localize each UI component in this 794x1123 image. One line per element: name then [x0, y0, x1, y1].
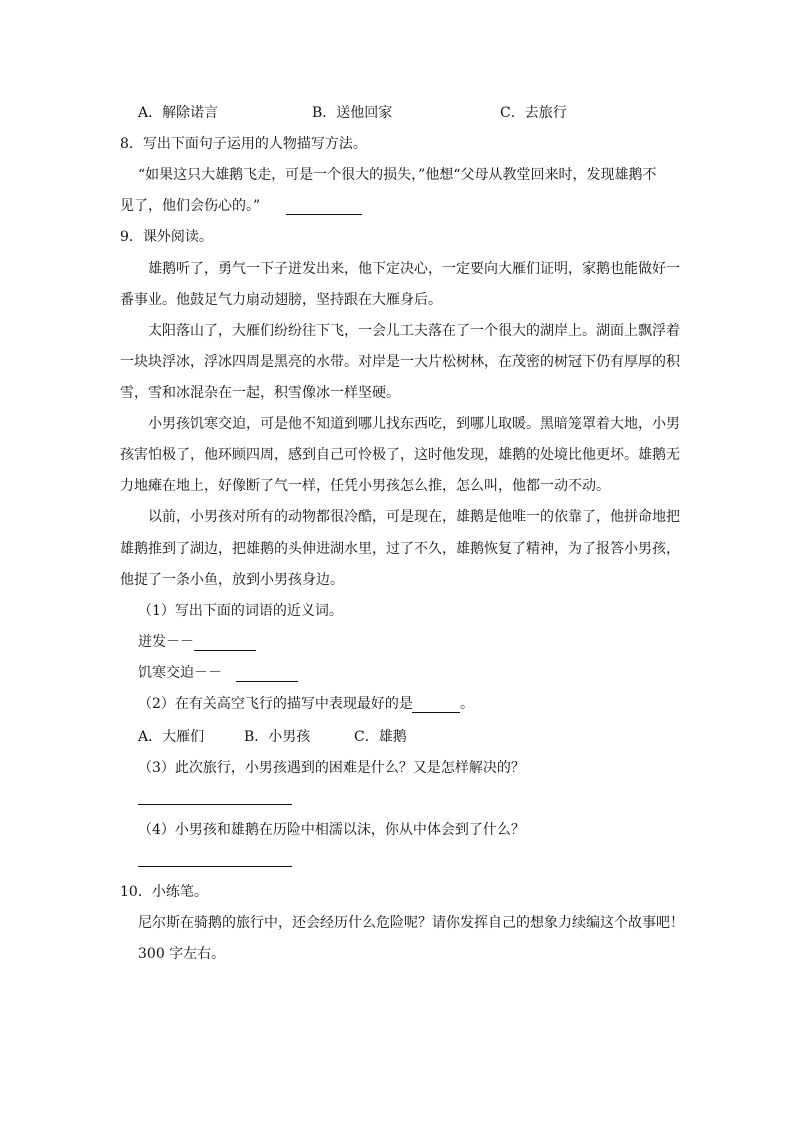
q9-sub3-answer-line[interactable] — [138, 804, 292, 805]
q9-word1-blank[interactable] — [194, 650, 256, 651]
q10-prompt-line-2: 300 字左右。 — [138, 946, 226, 962]
q9-title: 9．课外阅读。 — [120, 229, 213, 245]
passage-line: 一块块浮冰，浮冰四周是黑亮的水带。对岸是一大片松树林，在茂密的树冠下仍有厚厚的积 — [120, 354, 680, 370]
passage-line: 雪，雪和冰混杂在一起，积雪像冰一样坚硬。 — [120, 385, 400, 401]
passage-line: 力地瘫在地上，好像断了气一样，任凭小男孩怎么推，怎么叫，他都一动不动。 — [120, 478, 610, 494]
q7-option-c: C．去旅行 — [500, 105, 567, 121]
q9-sub2: （2）在有关高空飞行的描写中表现最好的是 — [138, 696, 413, 712]
passage-line: 以前，小男孩对所有的动物都很冷酷，可是现在，雄鹅是他唯一的依靠了，他拼命地把 — [148, 509, 680, 525]
passage-line: 番事业。他鼓足气力扇动翅膀，坚持跟在大雁身后。 — [120, 292, 442, 308]
q8-answer-blank[interactable] — [286, 214, 362, 215]
q9-word1: 迸发－－ — [138, 634, 194, 650]
q9-sub2-option-b: B．小男孩 — [244, 729, 311, 745]
passage-line: 他捉了一条小鱼，放到小男孩身边。 — [120, 572, 344, 588]
passage-line: 孩害怕极了，他环顾四周，感到自己可怜极了，这时他发现，雄鹅的处境比他更坏。雄鹅无 — [120, 447, 680, 463]
q9-word2: 饥寒交迫－－ — [138, 665, 222, 681]
q9-sub1: （1）写出下面的词语的近义词。 — [138, 603, 343, 619]
passage-line: 小男孩饥寒交迫，可是他不知道到哪儿找东西吃，到哪儿取暖。黑暗笼罩着大地，小男 — [148, 416, 680, 432]
q8-quote-line-1: “如果这只大雄鹅飞走，可是一个很大的损失，”他想“父母从教堂回来时，发现雄鹅不 — [138, 167, 657, 183]
q7-option-a: A．解除诺言 — [138, 105, 219, 121]
q9-sub4: （4）小男孩和雄鹅在历险中相濡以沫，你从中体会到了什么？ — [138, 822, 525, 838]
passage-line: 雄鹅推到了湖边，把雄鹅的头伸进湖水里，过了不久，雄鹅恢复了精神，为了报答小男孩， — [120, 541, 680, 557]
q7-option-b: B．送他回家 — [312, 105, 393, 121]
q9-sub4-answer-line[interactable] — [138, 866, 292, 867]
passage-line: 雄鹅听了，勇气一下子迸发出来，他下定决心，一定要向大雁们证明，家鹅也能做好一 — [148, 261, 680, 277]
q8-quote-line-2: 见了，他们会伤心的。” — [120, 198, 261, 214]
q10-title: 10．小练笔。 — [120, 884, 208, 900]
q9-sub3: （3）此次旅行，小男孩遇到的困难是什么？又是怎样解决的？ — [138, 760, 525, 776]
q9-sub2-option-a: A．大雁们 — [138, 729, 205, 745]
q9-sub2-option-c: C．雄鹅 — [354, 729, 407, 745]
q8-title: 8．写出下面句子运用的人物描写方法。 — [120, 136, 367, 152]
passage-line: 太阳落山了，大雁们纷纷往下飞，一会儿工夫落在了一个很大的湖岸上。湖面上飘浮着 — [148, 323, 680, 339]
q9-sub2-blank[interactable] — [412, 712, 460, 713]
q9-word2-blank[interactable] — [236, 681, 298, 682]
q9-sub2-period: 。 — [460, 696, 474, 712]
q10-prompt-line-1: 尼尔斯在骑鹅的旅行中，还会经历什么危险呢？请你发挥自己的想象力续编这个故事吧！ — [138, 915, 684, 931]
